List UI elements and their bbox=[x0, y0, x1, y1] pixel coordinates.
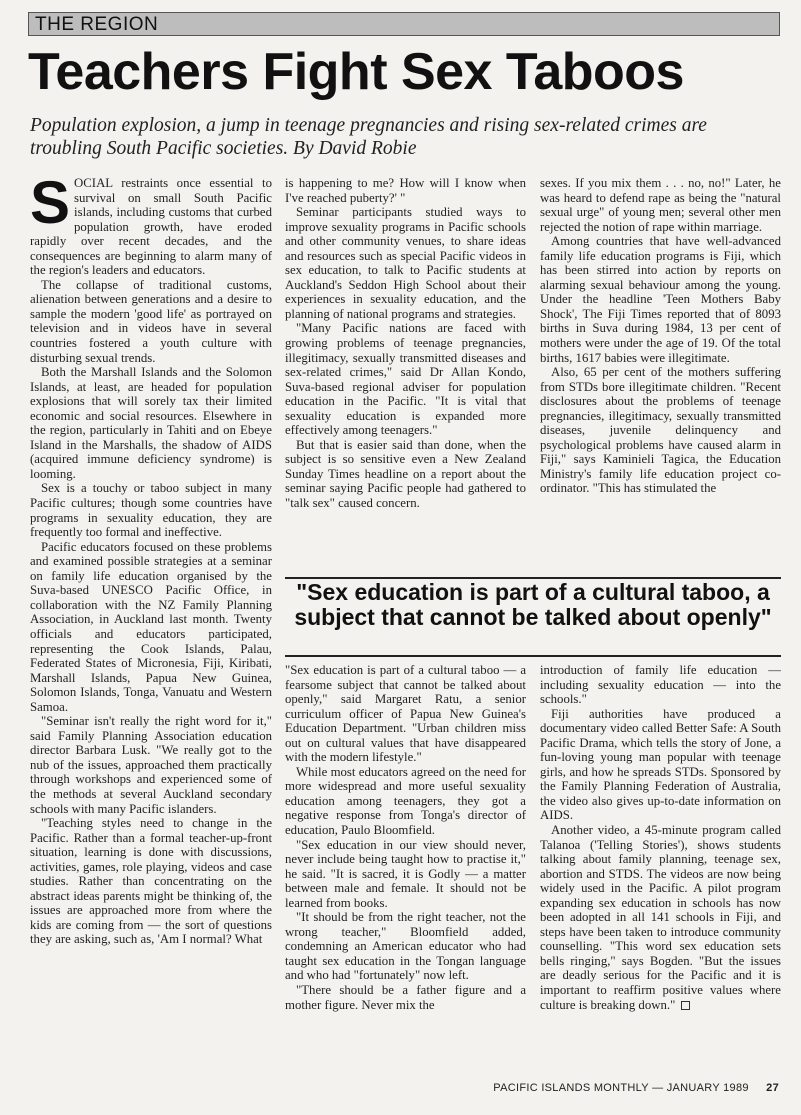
end-of-story-square-icon bbox=[681, 1001, 690, 1010]
paragraph: is happening to me? How will I know when I've reached puberty?' " bbox=[285, 176, 526, 205]
paragraph-text: Another video, a 45-minute program called Talanoa ('Telling Stories'), shows students talking about family planning, teenage sex, abortion and STDS. The videos are now being widely used in the Pacific. A pilot program expanding sex education in schools has now been adopted in all 141 schools in Fiji, and steps have been taken to introduce community counselling. "This word sex education sets bells ringing," says Bogden. "But the issues are deadly serious for the Pacific and it is important to reaffirm positive values where culture is breaking down." bbox=[540, 823, 781, 1012]
paragraph: "Teaching styles need to change in the Pacific. Rather than a formal teacher-up-front situation, learning is done with discussions, activities, games, role playing, videos and case studies. Rather than concentrating on the abstract ideas parents might be thinking of, the issues are approached more from where the kids are coming from — the sort of questions they are asking, such as, 'Am I normal? What bbox=[30, 816, 272, 947]
paragraph: sexes. If you mix them . . . no, no!" Later, he was heard to defend rape as being the "natural sexual urge" of young men; several other men rejected the notion of rape within marriage. bbox=[540, 176, 781, 234]
drop-cap: S bbox=[30, 176, 71, 236]
paragraph bbox=[540, 823, 781, 1012]
paragraph: But that is easier said than done, when the subject is so sensitive even a New Zealand Sunday Times headline on a report about the seminar saying Pacific people had gathered to "talk sex" caused concern. bbox=[285, 437, 526, 511]
paragraph: Also, 65 per cent of the mothers suffering from STDs bore illegitimate children. "Recent disclosures about the problems of teenage pregnancies, illegitimacy, sexually transmitted diseases, juvenile delinquency and psychological problems have caused alarm in Fiji," says Kaminieli Tagica, the Education Ministry's family life education project co-ordinator. "This has stimulated the bbox=[540, 365, 781, 496]
paragraph: "Sex education in our view should never, never include being taught how to practise it," he said. "It is sacred, it is Godly — a matter between male and female. It should not be learned from books. bbox=[285, 837, 526, 910]
paragraph: "Sex education is part of a cultural taboo — a fearsome subject that cannot be talked about openly," said Margaret Ratu, a senior curriculum officer of Papua New Guinea's Education Department. "Urban children miss out on cultural values that have disappeared with the modern lifestyle." bbox=[285, 663, 526, 765]
section-bar bbox=[28, 12, 780, 36]
page-footer bbox=[493, 1082, 779, 1094]
article-column-4 bbox=[285, 663, 526, 1088]
section-label: THE REGION bbox=[35, 14, 159, 35]
paragraph: "Seminar isn't really the right word for it," said Family Planning Association education director Barbara Lusk. "We really got to the nub of the issues, approached them practically through workshops and experienced some of the methods at several Auckland secondary schools with many Pacific islanders. bbox=[30, 714, 272, 816]
paragraph: OCIAL restraints once essential to survival on small South Pacific islands, including customs that curbed population growth, have eroded rapidly over recent decades, and the consequences are beginning to alarm many of the region's leaders and educators. bbox=[30, 176, 272, 278]
standfirst: Population explosion, a jump in teenage pregnancies and rising sex-related crimes are troubling South Pacific societies. By David Robie bbox=[30, 115, 707, 159]
pullquote-rule-bottom bbox=[285, 655, 781, 657]
article-column-5 bbox=[540, 663, 781, 1088]
paragraph: Both the Marshall Islands and the Solomon Islands, at least, are headed for population explosions that will sorely tax their limited economic and social resources. Elsewhere in the region, particularly in Tahiti and on Ebeye Island in the Marshalls, the shadow of AIDS (acquired immune deficiency syndrome) is looming. bbox=[30, 365, 272, 481]
paragraph: "It should be from the right teacher, not the wrong teacher," Bloomfield added, condemning an American educator who had taught sex education in the Tongan language and who had "fortunately" now left. bbox=[285, 910, 526, 983]
paragraph: Among countries that have well-advanced family life education programs is Fiji, which has been stirred into action by reports on alarming sexual behaviour among the young. Under the headline 'Teen Mothers Baby Shock', The Fiji Times reported that of 8093 births in Suva during 1984, 13 per cent of mothers were under the age of 19. Of the total births, 1617 babies were illegitimate. bbox=[540, 234, 781, 365]
paragraph: introduction of family life education — including sexuality education — into the schools." bbox=[540, 663, 781, 707]
headline: Teachers Fight Sex Taboos bbox=[28, 43, 684, 101]
paragraph: "Many Pacific nations are faced with growing problems of teenage pregnancies, illegitimacy, sexually transmitted diseases and sex-related crimes," said Dr Allan Kondo, Suva-based regional adviser for population education in the Pacific. "It is vital that sexuality education is expanded more effectively among teenagers." bbox=[285, 321, 526, 438]
article-column-3 bbox=[540, 176, 781, 574]
page-number: 27 bbox=[766, 1082, 779, 1094]
paragraph: "There should be a father figure and a mother figure. Never mix the bbox=[285, 983, 526, 1012]
pullquote: "Sex education is part of a cultural taboo, a subject that cannot be talked about openly" bbox=[294, 579, 772, 630]
paragraph: Sex is a touchy or taboo subject in many Pacific cultures; though some countries have programs in sexuality education, they are frequently too formal and ineffective. bbox=[30, 481, 272, 540]
paragraph: While most educators agreed on the need for more widespread and more useful sexuality education among teenagers, they got a negative response from Tonga's director of education, Paulo Bloomfield. bbox=[285, 764, 526, 838]
publication-line: PACIFIC ISLANDS MONTHLY — JANUARY 1989 bbox=[493, 1082, 749, 1094]
paragraph: Seminar participants studied ways to improve sexuality programs in Pacific schools and other community venues, to share ideas and resources such as special Pacific videos in sex education, to talk to Pacific students at Auckland's Seddon High School about their experiences in sexuality education, and the planning of national programs and strategies. bbox=[285, 205, 526, 321]
paragraph: Pacific educators focused on these problems and examined possible strategies at a seminar on family life education organised by the Suva-based UNESCO Pacific Office, in collaboration with the NZ Family Planning Association, in Auckland last month. Twenty officials and educators participated, representing the Cook Islands, Palau, Federated States of Micronesia, Fiji, Kiribati, Marshall Islands, Papua New Guinea, Solomon Islands, Tonga, Vanuatu and Western Samoa. bbox=[30, 539, 272, 714]
paragraph: The collapse of traditional customs, alienation between generations and a desire to sample the modern 'good life' as portrayed on television and in videos have in several countries fostered a youth culture with disturbing sexual trends. bbox=[30, 277, 272, 365]
article-column-1 bbox=[30, 176, 272, 1088]
article-column-2 bbox=[285, 176, 526, 574]
paragraph: Fiji authorities have produced a documentary video called Better Safe: A South Pacific Drama, which tells the story of Jone, a fun-loving young man popular with teenage girls, and how he spreads STDs. Sponsored by the Family Planning Federation of Australia, the video also gives up-to-date information on AIDS. bbox=[540, 706, 781, 823]
